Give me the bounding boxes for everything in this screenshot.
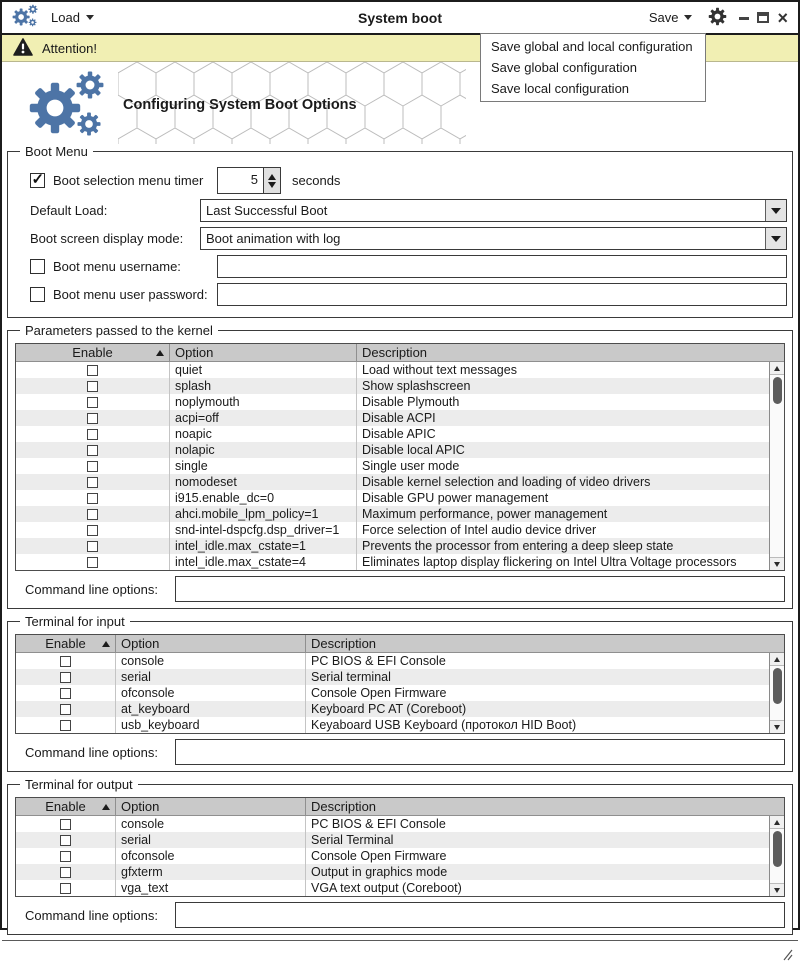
enable-header-label: Enable xyxy=(72,345,113,360)
table-row[interactable] xyxy=(16,864,784,880)
option-cell: acpi=off xyxy=(170,410,357,426)
option-cell: nolapic xyxy=(170,442,357,458)
scroll-up-icon[interactable] xyxy=(770,362,784,375)
description-cell: Single user mode xyxy=(362,459,460,473)
save-menu-label: Save xyxy=(648,10,679,25)
minimize-icon[interactable] xyxy=(739,17,749,20)
option-cell: splash xyxy=(170,378,357,394)
enable-header-label: Enable xyxy=(45,799,86,814)
kernel-cmdline-label: Command line options: xyxy=(25,581,158,597)
option-column-header[interactable]: Option xyxy=(116,798,306,815)
enable-column-header[interactable] xyxy=(16,635,116,652)
enable-column-header[interactable] xyxy=(16,798,116,815)
enable-checkbox[interactable] xyxy=(60,835,71,846)
title-bar xyxy=(2,2,798,35)
table-row[interactable] xyxy=(16,522,784,538)
password-label: Boot menu user password: xyxy=(53,287,208,302)
load-menu-button[interactable] xyxy=(47,8,98,27)
default-load-combobox[interactable] xyxy=(200,199,787,222)
boot-timer-label: Boot selection menu timer xyxy=(53,173,204,188)
description-cell: Load without text messages xyxy=(362,363,517,377)
description-cell: VGA text output (Coreboot) xyxy=(311,881,462,895)
description-cell: Output in graphics mode xyxy=(311,865,448,879)
enable-checkbox[interactable] xyxy=(87,413,98,424)
option-cell: ofconsole xyxy=(116,685,306,701)
display-mode-value: Boot animation with log xyxy=(206,231,341,246)
enable-checkbox[interactable] xyxy=(60,704,71,715)
terminal-input-table xyxy=(15,634,785,734)
enable-checkbox[interactable] xyxy=(60,656,71,667)
description-cell: PC BIOS & EFI Console xyxy=(311,817,446,831)
option-cell: single xyxy=(170,458,357,474)
terminal-input-legend: Terminal for input xyxy=(25,614,125,629)
description-cell: Serial terminal xyxy=(311,670,391,684)
gears-logo-icon xyxy=(28,70,108,143)
description-cell: Force selection of Intel audio device driver xyxy=(362,523,597,537)
enable-header-label: Enable xyxy=(45,636,86,651)
table-row[interactable] xyxy=(16,816,784,832)
option-cell: intel_idle.max_cstate=4 xyxy=(170,554,357,570)
table-row[interactable] xyxy=(16,394,784,410)
table-row[interactable] xyxy=(16,669,784,685)
spin-down-icon[interactable] xyxy=(268,182,276,188)
table-row[interactable] xyxy=(16,410,784,426)
attention-text: Attention! xyxy=(42,40,97,56)
table-row[interactable] xyxy=(16,701,784,717)
terminal-output-cmdline-label: Command line options: xyxy=(25,907,158,923)
save-menu-item[interactable]: Save global and local configuration xyxy=(491,39,693,54)
table-row[interactable] xyxy=(16,506,784,522)
scroll-down-icon[interactable] xyxy=(770,557,784,570)
sort-asc-icon xyxy=(156,350,164,356)
terminal-output-table xyxy=(15,797,785,897)
save-menu-item[interactable]: Save global configuration xyxy=(491,60,637,75)
enable-checkbox[interactable] xyxy=(87,461,98,472)
table-row[interactable] xyxy=(16,538,784,554)
option-cell: vga_text xyxy=(116,880,306,896)
option-cell: at_keyboard xyxy=(116,701,306,717)
option-column-header[interactable]: Option xyxy=(170,344,357,361)
enable-column-header[interactable] xyxy=(16,344,170,361)
table-row[interactable] xyxy=(16,832,784,848)
terminal-input-cmdline-label: Command line options: xyxy=(25,744,158,760)
table-row[interactable] xyxy=(16,880,784,896)
terminal-input-section xyxy=(7,614,793,772)
scrollbar-thumb[interactable] xyxy=(773,668,782,704)
table-row[interactable] xyxy=(16,653,784,669)
combo-arrow-icon xyxy=(771,208,781,214)
scroll-up-icon[interactable] xyxy=(770,653,784,666)
maximize-icon[interactable] xyxy=(757,12,769,23)
boot-menu-section xyxy=(7,144,793,318)
option-cell: quiet xyxy=(170,362,357,378)
status-bar xyxy=(2,940,798,964)
description-cell: Serial Terminal xyxy=(311,833,394,847)
table-header xyxy=(16,635,784,653)
option-cell: ahci.mobile_lpm_policy=1 xyxy=(170,506,357,522)
combo-arrow-icon xyxy=(771,236,781,242)
kernel-params-section xyxy=(7,323,793,609)
close-icon[interactable]: × xyxy=(777,7,788,28)
app-logo-icon xyxy=(12,4,39,31)
description-cell: Disable APIC xyxy=(362,427,436,441)
description-cell: Prevents the processor from entering a deep sleep state xyxy=(362,539,674,553)
warning-icon xyxy=(13,38,33,59)
combo-arrow-button[interactable] xyxy=(765,228,786,249)
enable-checkbox[interactable] xyxy=(60,720,71,731)
enable-checkbox[interactable] xyxy=(87,557,98,568)
option-cell: usb_keyboard xyxy=(116,717,306,733)
enable-checkbox[interactable] xyxy=(87,381,98,392)
description-cell: Disable Plymouth xyxy=(362,395,460,409)
terminal-output-cmdline-input[interactable] xyxy=(175,902,785,928)
table-row[interactable] xyxy=(16,426,784,442)
option-cell: noapic xyxy=(170,426,357,442)
combo-arrow-button[interactable] xyxy=(765,200,786,221)
table-header xyxy=(16,344,784,362)
table-row[interactable] xyxy=(16,474,784,490)
table-scrollbar[interactable] xyxy=(769,653,784,733)
terminal-output-legend: Terminal for output xyxy=(25,777,133,792)
table-body xyxy=(16,816,784,896)
enable-checkbox[interactable] xyxy=(87,477,98,488)
scrollbar-thumb[interactable] xyxy=(773,831,782,867)
option-cell: console xyxy=(116,653,306,669)
table-row[interactable] xyxy=(16,490,784,506)
sort-asc-icon xyxy=(102,804,110,810)
kernel-cmdline-input[interactable] xyxy=(175,576,785,602)
enable-checkbox[interactable] xyxy=(87,541,98,552)
enable-checkbox[interactable] xyxy=(60,867,71,878)
option-cell: console xyxy=(116,816,306,832)
enable-checkbox[interactable] xyxy=(87,445,98,456)
description-cell: Maximum performance, power management xyxy=(362,507,608,521)
page-title: Configuring System Boot Options xyxy=(123,97,357,113)
option-column-header[interactable]: Option xyxy=(116,635,306,652)
description-column-header[interactable]: Description xyxy=(311,636,377,651)
scroll-down-icon[interactable] xyxy=(770,720,784,733)
username-checkbox[interactable] xyxy=(30,259,45,274)
chevron-down-icon xyxy=(86,15,94,20)
kernel-params-table xyxy=(15,343,785,571)
option-cell: noplymouth xyxy=(170,394,357,410)
boot-menu-legend: Boot Menu xyxy=(25,144,88,159)
table-row[interactable] xyxy=(16,717,784,733)
spinner-buttons[interactable] xyxy=(263,168,280,193)
table-row[interactable] xyxy=(16,685,784,701)
table-scrollbar[interactable] xyxy=(769,362,784,570)
description-cell: PC BIOS & EFI Console xyxy=(311,654,446,668)
boot-timer-spinner[interactable] xyxy=(217,167,281,194)
display-mode-combobox[interactable] xyxy=(200,227,787,250)
scroll-up-icon[interactable] xyxy=(770,816,784,829)
scrollbar-thumb[interactable] xyxy=(773,377,782,404)
option-cell: nomodeset xyxy=(170,474,357,490)
description-cell: Console Open Firmware xyxy=(311,849,447,863)
description-column-header[interactable]: Description xyxy=(311,799,377,814)
enable-checkbox[interactable] xyxy=(60,883,71,894)
boot-timer-value: 5 xyxy=(250,172,258,187)
scroll-down-icon[interactable] xyxy=(770,883,784,896)
sort-asc-icon xyxy=(102,641,110,647)
resize-grip-icon[interactable] xyxy=(780,948,793,961)
description-cell: Show splashscreen xyxy=(362,379,471,393)
enable-checkbox[interactable] xyxy=(87,365,98,376)
save-dropdown-menu xyxy=(480,33,706,102)
load-menu-label: Load xyxy=(51,10,80,25)
boot-timer-checkbox[interactable] xyxy=(30,173,45,188)
enable-checkbox[interactable] xyxy=(87,525,98,536)
table-row[interactable] xyxy=(16,378,784,394)
table-row[interactable] xyxy=(16,458,784,474)
password-checkbox[interactable] xyxy=(30,287,45,302)
terminal-output-section xyxy=(7,777,793,935)
option-cell: gfxterm xyxy=(116,864,306,880)
window-title: System boot xyxy=(357,9,442,26)
table-header xyxy=(16,798,784,816)
table-row[interactable] xyxy=(16,362,784,378)
spin-up-icon[interactable] xyxy=(268,174,276,180)
description-cell: Keyaboard USB Keyboard (протокол HID Boot) xyxy=(311,718,577,732)
description-cell: Console Open Firmware xyxy=(311,686,447,700)
description-cell: Eliminates laptop display flickering on Intel Ultra Voltage processors xyxy=(362,555,737,569)
option-cell: i915.enable_dc=0 xyxy=(170,490,357,506)
default-load-label: Default Load: xyxy=(30,203,108,218)
description-cell: Disable local APIC xyxy=(362,443,465,457)
username-label: Boot menu username: xyxy=(53,259,181,274)
enable-checkbox[interactable] xyxy=(87,397,98,408)
option-cell: intel_idle.max_cstate=1 xyxy=(170,538,357,554)
enable-checkbox[interactable] xyxy=(87,493,98,504)
save-menu-item[interactable]: Save local configuration xyxy=(491,81,630,96)
enable-checkbox[interactable] xyxy=(60,851,71,862)
table-body xyxy=(16,362,784,570)
enable-checkbox[interactable] xyxy=(60,688,71,699)
table-row[interactable] xyxy=(16,554,784,570)
description-cell: Disable kernel selection and loading of video drivers xyxy=(362,475,651,489)
option-cell: ofconsole xyxy=(116,848,306,864)
chevron-down-icon xyxy=(684,15,692,20)
username-input[interactable] xyxy=(217,255,787,278)
option-cell: serial xyxy=(116,669,306,685)
table-row[interactable] xyxy=(16,848,784,864)
table-scrollbar[interactable] xyxy=(769,816,784,896)
main-content xyxy=(2,144,798,940)
option-cell: serial xyxy=(116,832,306,848)
option-cell: snd-intel-dspcfg.dsp_driver=1 xyxy=(170,522,357,538)
enable-checkbox[interactable] xyxy=(87,509,98,520)
save-menu-button[interactable] xyxy=(645,8,697,27)
description-cell: Keyboard PC AT (Coreboot) xyxy=(311,702,467,716)
enable-checkbox[interactable] xyxy=(60,672,71,683)
enable-checkbox[interactable] xyxy=(87,429,98,440)
kernel-params-legend: Parameters passed to the kernel xyxy=(25,323,213,338)
display-mode-label: Boot screen display mode: xyxy=(30,231,184,246)
description-column-header[interactable]: Description xyxy=(362,345,428,360)
description-cell: Disable ACPI xyxy=(362,411,436,425)
description-cell: Disable GPU power management xyxy=(362,491,549,505)
enable-checkbox[interactable] xyxy=(60,819,71,830)
terminal-input-cmdline-input[interactable] xyxy=(175,739,785,765)
settings-gear-icon[interactable] xyxy=(708,7,727,29)
default-load-value: Last Successful Boot xyxy=(206,203,328,218)
table-row[interactable] xyxy=(16,442,784,458)
password-input[interactable] xyxy=(217,283,787,306)
boot-timer-unit: seconds xyxy=(292,173,341,188)
table-body xyxy=(16,653,784,733)
